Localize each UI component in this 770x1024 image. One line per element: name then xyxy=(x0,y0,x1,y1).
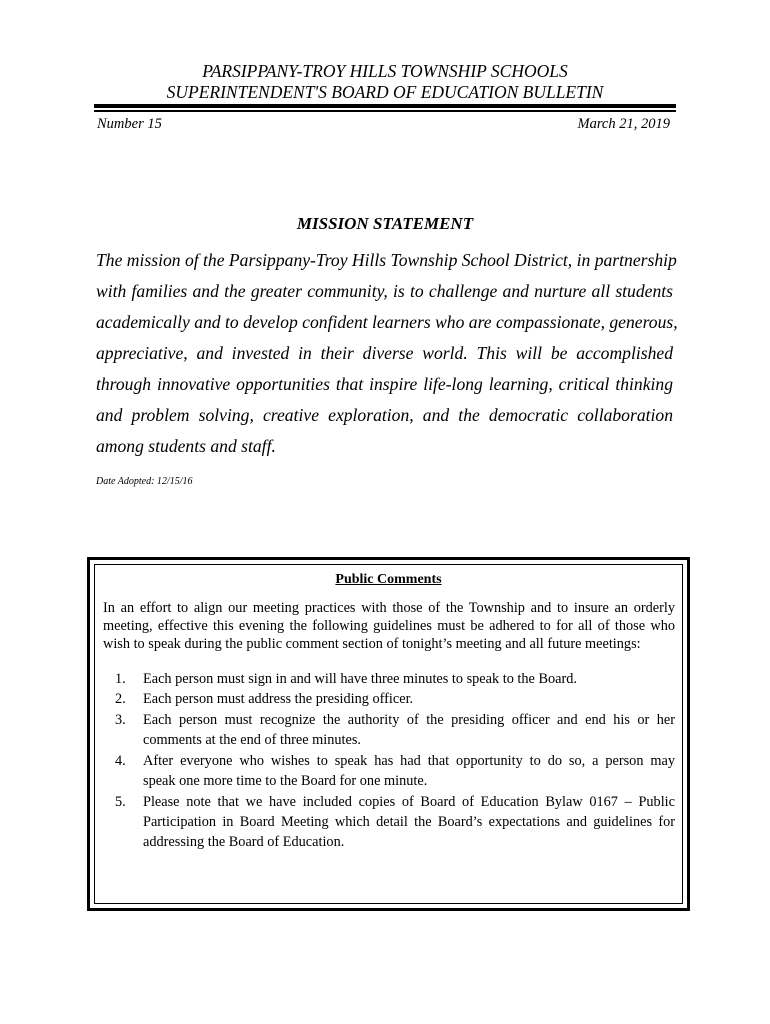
mission-line: The mission of the Parsippany-Troy Hills Township School District, in partnership xyxy=(96,250,677,270)
mission-title: MISSION STATEMENT xyxy=(296,214,474,233)
mission-line: and problem solving, creative exploration, and the democratic collaboration xyxy=(96,405,673,425)
list-item-text: speak one more time to the Board for one minute. xyxy=(143,773,428,789)
list-item-text: Each person must address the presiding officer. xyxy=(143,691,414,707)
district-title: PARSIPPANY-TROY HILLS TOWNSHIP SCHOOLS xyxy=(202,61,568,81)
intro-line: wish to speak during the public comment section of tonight’s meeting and all future meetings: xyxy=(103,636,641,652)
list-number: 1. xyxy=(115,671,126,687)
list-item-text: Please note that we have included copies of Board of Education Bylaw 0167 – Public xyxy=(143,794,675,810)
list-number: 2. xyxy=(115,691,126,707)
list-item-text: addressing the Board of Education. xyxy=(143,834,345,850)
mission-line: appreciative, and invested in their diverse world. This will be accomplished xyxy=(96,343,673,363)
bulletin-title: SUPERINTENDENT'S BOARD OF EDUCATION BULLETIN xyxy=(166,82,604,102)
list-number: 4. xyxy=(115,753,126,769)
header-rule-thick xyxy=(94,104,676,108)
list-number: 5. xyxy=(115,794,126,810)
mission-line: through innovative opportunities that inspire life-long learning, critical thinking xyxy=(96,374,673,394)
mission-line: among students and staff. xyxy=(96,436,276,456)
list-item-text: After everyone who wishes to speak has had that opportunity to do so, a person may xyxy=(143,753,675,769)
intro-line: meeting, effective this evening the following guidelines must be adhered to for all of those who xyxy=(103,618,675,634)
mission-line: with families and the greater community, is to challenge and nurture all students xyxy=(96,281,673,301)
date-adopted: Date Adopted: 12/15/16 xyxy=(96,476,193,487)
mission-line: academically and to develop confident learners who are compassionate, generous, xyxy=(96,312,678,332)
list-item-text: comments at the end of three minutes. xyxy=(143,732,361,748)
bulletin-date: March 21, 2019 xyxy=(577,116,670,132)
list-item-text: Each person must sign in and will have three minutes to speak to the Board. xyxy=(143,671,577,687)
intro-line: In an effort to align our meeting practices with those of the Township and to insure an orderly xyxy=(103,600,675,616)
list-item-text: Each person must recognize the authority of the presiding officer and end his or her xyxy=(143,712,675,728)
public-comments-title: Public Comments xyxy=(335,572,442,587)
bulletin-number: Number 15 xyxy=(97,116,162,132)
list-item-text: Participation in Board Meeting which detail the Board’s expectations and guidelines for xyxy=(143,814,675,830)
list-number: 3. xyxy=(115,712,126,728)
header-rule-thin xyxy=(94,110,676,112)
